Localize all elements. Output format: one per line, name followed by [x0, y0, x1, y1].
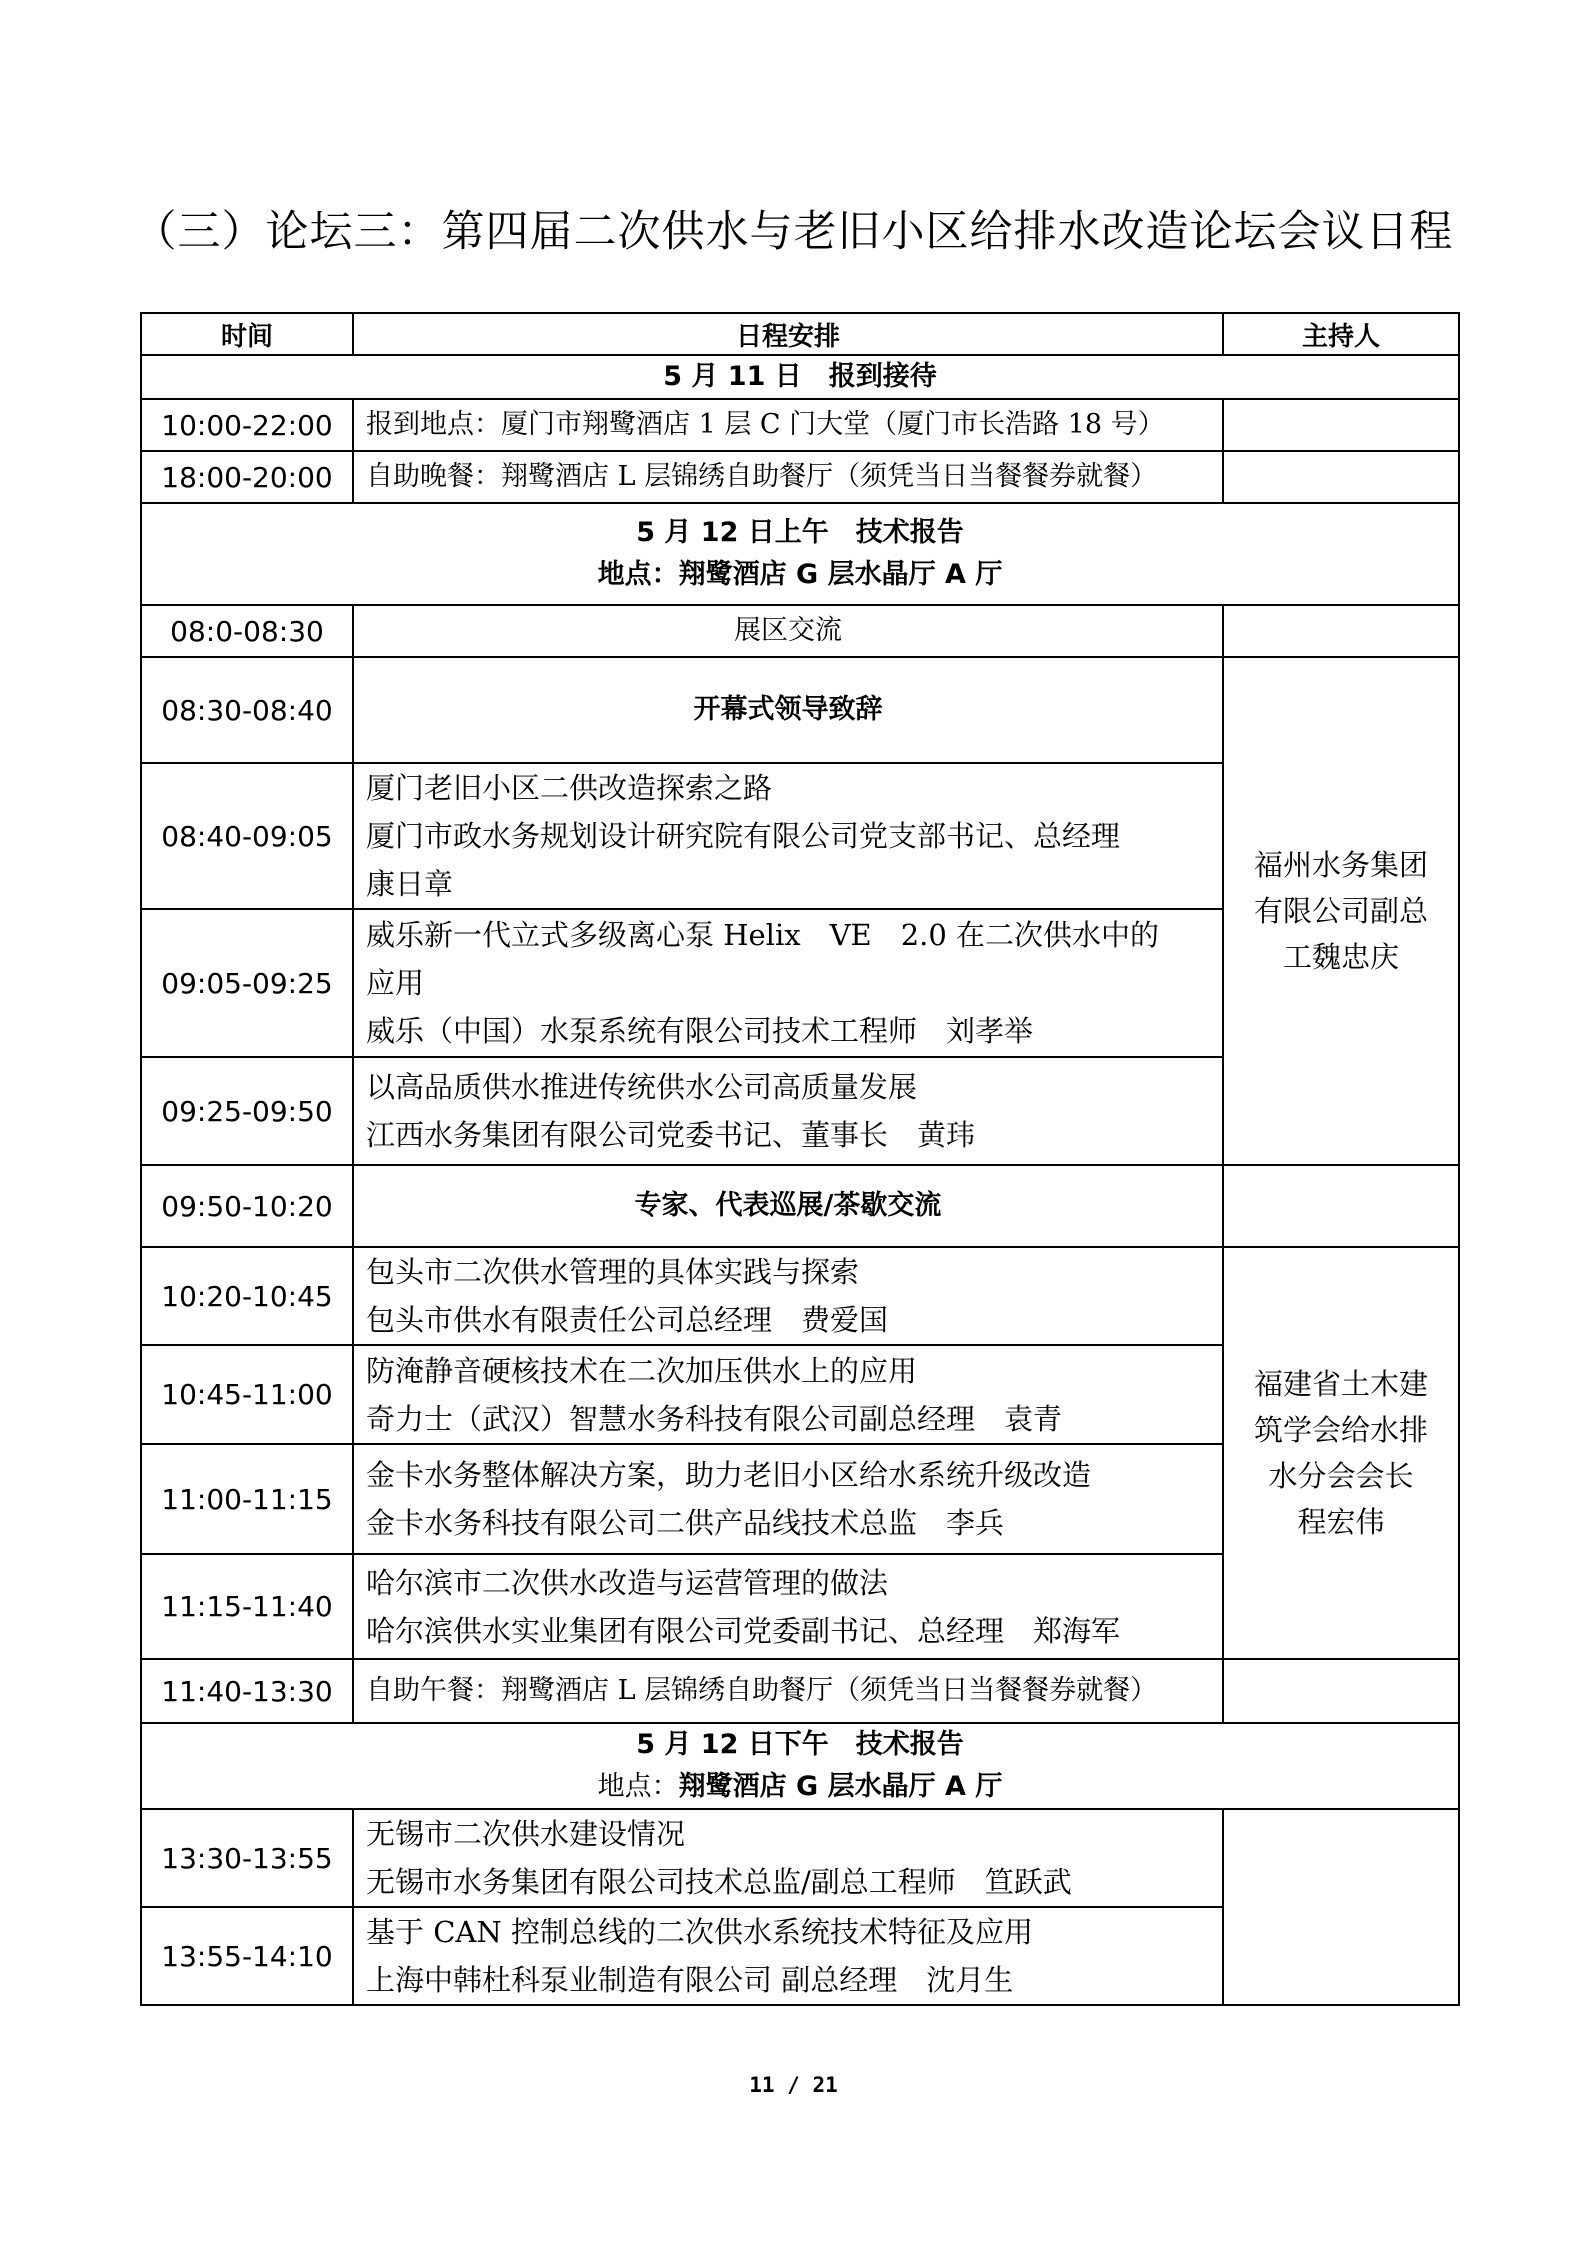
host-line: 程宏伟: [1297, 1505, 1385, 1539]
agenda-line: 哈尔滨供水实业集团有限公司党委副书记、总经理 郑海军: [366, 1613, 1121, 1648]
agenda-line: 以高品质供水推进传统供水公司高质量发展: [366, 1070, 918, 1104]
section-title-morning12: 5 月 12 日上午 技术报告: [636, 517, 964, 548]
row-agenda: [353, 1247, 1223, 1345]
row-agenda: [353, 1165, 1223, 1247]
section-morning12: [141, 503, 1459, 605]
header-time: 时间: [141, 313, 353, 355]
table-row: [141, 399, 1459, 451]
page-number: 11 / 21: [749, 2073, 838, 2097]
header-agenda: 日程安排: [353, 313, 1223, 355]
location-label: 地点：: [597, 1771, 679, 1802]
row-time: 10:00-22:00: [141, 399, 353, 451]
row-agenda: [353, 763, 1223, 909]
table-header-row: [141, 313, 1459, 355]
host-afternoon-empty: [1223, 1809, 1459, 2005]
row-time: 10:45-11:00: [141, 1345, 353, 1444]
agenda-line: 金卡水务整体解决方案，助力老旧小区给水系统升级改造: [366, 1458, 1092, 1492]
agenda-line: 江西水务集团有限公司党委书记、董事长 黄玮: [366, 1118, 976, 1152]
agenda-line: 防淹静音硬核技术在二次加压供水上的应用: [366, 1353, 918, 1388]
agenda-line: 无锡市二次供水建设情况: [366, 1817, 686, 1851]
table-row: [141, 1809, 1459, 1907]
agenda-line: 威乐新一代立式多级离心泵 Helix VE 2.0 在二次供水中的: [366, 918, 1160, 952]
row-host-empty: [1223, 399, 1459, 451]
agenda-line: 金卡水务科技有限公司二供产品线技术总监 李兵: [366, 1506, 1005, 1540]
row-agenda: [353, 605, 1223, 657]
agenda-line: 自助晚餐：翔鹭酒店 L 层锦绣自助餐厅（须凭当日当餐餐券就餐）: [366, 461, 1158, 492]
location-value: 翔鹭酒店 G 层水晶厅 A 厅: [678, 1771, 1003, 1802]
row-time: 09:25-09:50: [141, 1057, 353, 1165]
agenda-line: 哈尔滨市二次供水改造与运营管理的做法: [366, 1565, 889, 1600]
row-time: 11:40-13:30: [141, 1659, 353, 1723]
host-morning-session2: [1223, 1247, 1459, 1659]
agenda-line: 无锡市水务集团有限公司技术总监/副总工程师 笪跃武: [366, 1865, 1072, 1899]
section-title-afternoon12: 5 月 12 日下午 技术报告: [636, 1729, 964, 1760]
agenda-line: 奇力士（武汉）智慧水务科技有限公司副总经理 袁青: [366, 1401, 1063, 1436]
page-title: （三）论坛三：第四届二次供水与老旧小区给排水改造论坛会议日程: [133, 207, 1454, 257]
host-line: 工魏忠庆: [1282, 940, 1399, 974]
row-time: 09:05-09:25: [141, 909, 353, 1057]
agenda-line: 专家、代表巡展/茶歇交流: [634, 1190, 942, 1221]
agenda-line: 厦门市政水务规划设计研究院有限公司党支部书记、总经理: [366, 819, 1121, 853]
agenda-line: 威乐（中国）水泵系统有限公司技术工程师 刘孝举: [366, 1014, 1034, 1048]
section-title-day11: 5 月 11 日 报到接待: [141, 355, 1459, 399]
agenda-line: 康日章: [366, 867, 454, 901]
table-row: [141, 1165, 1459, 1247]
table-row: [141, 605, 1459, 657]
row-time: 11:15-11:40: [141, 1554, 353, 1659]
row-time: 11:00-11:15: [141, 1444, 353, 1554]
header-host: 主持人: [1223, 313, 1459, 355]
agenda-line: 应用: [366, 966, 425, 1000]
row-agenda: [353, 1554, 1223, 1659]
host-line: 福建省土木建: [1253, 1367, 1428, 1401]
row-time: 08:0-08:30: [141, 605, 353, 657]
section-location-afternoon12: [142, 1766, 1458, 1808]
section-location-morning12: 地点：翔鹭酒店 G 层水晶厅 A 厅: [597, 559, 1003, 590]
agenda-line: 展区交流: [734, 615, 842, 646]
agenda-line: 基于 CAN 控制总线的二次供水系统技术特征及应用: [366, 1915, 1033, 1949]
agenda-line: 自助午餐：翔鹭酒店 L 层锦绣自助餐厅（须凭当日当餐餐券就餐）: [366, 1675, 1158, 1706]
row-agenda: [353, 399, 1223, 451]
row-time: 13:55-14:10: [141, 1907, 353, 2005]
row-time: 13:30-13:55: [141, 1809, 353, 1907]
row-host-empty: [1223, 605, 1459, 657]
host-line: 水分会会长: [1268, 1459, 1414, 1493]
row-agenda: [353, 1659, 1223, 1723]
table-row: [141, 1247, 1459, 1345]
section-row: [141, 355, 1459, 399]
agenda-line: 报到地点：厦门市翔鹭酒店 1 层 C 门大堂（厦门市长浩路 18 号）: [366, 409, 1165, 440]
row-agenda: [353, 909, 1223, 1057]
host-line: 筑学会给水排: [1253, 1413, 1428, 1447]
section-row: [141, 1723, 1459, 1809]
agenda-line: 上海中韩杜科泵业制造有限公司 副总经理 沈月生: [366, 1963, 1014, 1997]
row-host-empty: [1223, 1659, 1459, 1723]
table-row: [141, 451, 1459, 503]
host-line: 有限公司副总: [1253, 894, 1428, 928]
row-agenda: [353, 451, 1223, 503]
host-morning-session1: [1223, 657, 1459, 1165]
agenda-line: 厦门老旧小区二供改造探索之路: [366, 771, 773, 805]
row-time: 08:40-09:05: [141, 763, 353, 909]
row-time: 09:50-10:20: [141, 1165, 353, 1247]
row-time: 08:30-08:40: [141, 657, 353, 763]
agenda-line: 包头市二次供水管理的具体实践与探索: [366, 1255, 860, 1289]
row-agenda: [353, 1345, 1223, 1444]
row-agenda: [353, 1444, 1223, 1554]
section-afternoon12: [141, 1723, 1459, 1809]
agenda-line: 开幕式领导致辞: [693, 694, 883, 725]
row-agenda: [353, 1907, 1223, 2005]
schedule-table: [140, 312, 1460, 2006]
row-time: 18:00-20:00: [141, 451, 353, 503]
row-time: 10:20-10:45: [141, 1247, 353, 1345]
row-host-empty: [1223, 1165, 1459, 1247]
section-row: [141, 503, 1459, 605]
row-agenda: [353, 657, 1223, 763]
row-agenda: [353, 1057, 1223, 1165]
table-row: [141, 657, 1459, 763]
row-agenda: [353, 1809, 1223, 1907]
host-line: 福州水务集团: [1253, 848, 1428, 882]
row-host-empty: [1223, 451, 1459, 503]
agenda-line: 包头市供水有限责任公司总经理 费爱国: [366, 1303, 889, 1337]
table-row: [141, 1659, 1459, 1723]
